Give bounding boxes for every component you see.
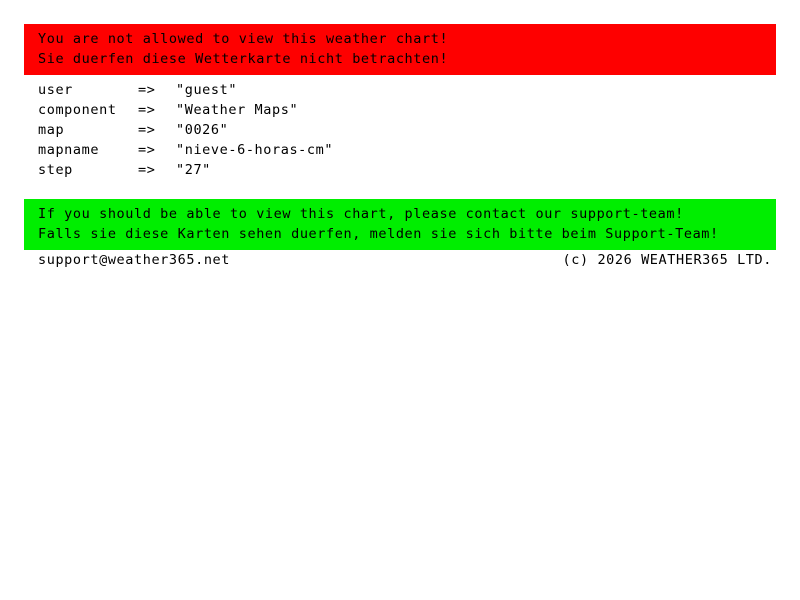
table-row <box>38 160 333 180</box>
table-row <box>38 120 333 140</box>
param-key-mapname: mapname <box>38 142 100 158</box>
param-arrow: => <box>138 162 156 178</box>
error-banner <box>24 24 776 75</box>
param-key-step: step <box>38 162 73 178</box>
error-banner-line-de: Sie duerfen diese Wetterkarte nicht betrachten! <box>38 51 449 67</box>
param-value-component: "Weather Maps" <box>176 102 299 118</box>
parameter-table <box>38 80 333 180</box>
param-arrow: => <box>138 82 156 98</box>
param-arrow: => <box>138 102 156 118</box>
param-key-map: map <box>38 122 65 138</box>
param-key-component: component <box>38 102 117 118</box>
param-value-map: "0026" <box>176 122 229 138</box>
param-arrow: => <box>138 122 156 138</box>
error-banner-line-en: You are not allowed to view this weather chart! <box>38 31 449 47</box>
table-row <box>38 140 333 160</box>
param-key-user: user <box>38 82 73 98</box>
copyright-notice: (c) 2026 WEATHER365 LTD. <box>562 252 772 268</box>
param-value-step: "27" <box>176 162 211 178</box>
info-banner <box>24 199 776 250</box>
footer <box>38 250 772 270</box>
param-value-user: "guest" <box>176 82 238 98</box>
info-banner-line-de: Falls sie diese Karten sehen duerfen, melden sie sich bitte beim Support-Team! <box>38 226 719 242</box>
table-row <box>38 80 333 100</box>
support-email-link[interactable]: support@weather365.net <box>38 252 231 268</box>
info-banner-line-en: If you should be able to view this chart, please contact our support-team! <box>38 206 684 222</box>
table-row <box>38 100 333 120</box>
param-value-mapname: "nieve-6-horas-cm" <box>176 142 334 158</box>
param-arrow: => <box>138 142 156 158</box>
